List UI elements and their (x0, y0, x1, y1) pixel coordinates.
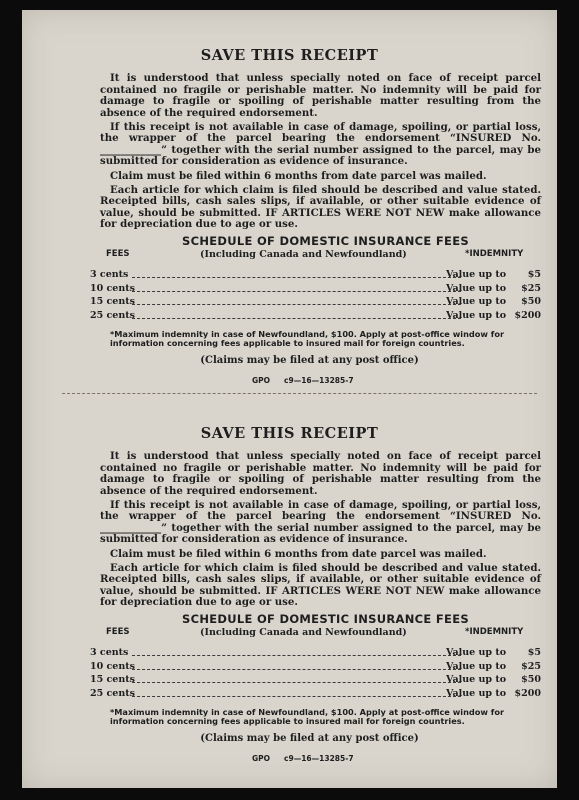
leader-dots (132, 696, 461, 697)
value-label: Value up to (446, 269, 507, 281)
schedule-subheader (22, 249, 557, 263)
indemnity-amount: $200 (514, 309, 541, 321)
fee-row (22, 688, 557, 702)
fee-table (22, 269, 557, 323)
leader-dots (132, 318, 461, 319)
paragraph-article-value: Each article for which claim is filed should be described and value stated. Receipted bills, cash sales slips, if available, or other suitable evidence of value, should be submitted. IF ARTICLES WERE NOT NEW make allowance for depreciation due to age or use. (100, 184, 541, 231)
value-label: Value up to (446, 282, 507, 294)
fee-amount: 3 cents (90, 647, 129, 659)
paragraph-claim-deadline: Claim must be filed within 6 months from date parcel was mailed. (110, 547, 487, 560)
fee-row (22, 647, 557, 661)
leader-dots (132, 655, 461, 656)
footnote-newfoundland: *Maximum indemnity in case of Newfoundland, $100. Apply at post-office window for information concerning fees applicable to insured mail for foreign countries. (110, 329, 505, 349)
print-code (22, 375, 557, 386)
schedule-title: SCHEDULE OF DOMESTIC INSURANCE FEES (182, 611, 469, 626)
indemnity-amount: $5 (527, 647, 541, 659)
indemnity-amount: $25 (521, 282, 541, 294)
fees-column-label: FEES (106, 249, 130, 260)
indemnity-column-label: *INDEMNITY (465, 249, 524, 260)
paragraph-wrapper-evidence: If this receipt is not available in case of damage, spoiling, or partial loss, the wrapper of the parcel bearing the endorsement “INSURED No. ____________” together with the serial number assigned to the parcel, may be submitted for consideration as evidence of insurance. (100, 121, 541, 168)
receipt-title: SAVE THIS RECEIPT (200, 425, 379, 442)
fee-row (22, 661, 557, 675)
paragraph-article-value: Each article for which claim is filed should be described and value stated. Receipted bills, cash sales slips, if available, or other suitable evidence of value, should be submitted. IF ARTICLES WERE NOT NEW make allowance for depreciation due to age or use. (100, 562, 541, 609)
value-label: Value up to (446, 687, 507, 699)
fee-amount: 15 cents (90, 674, 135, 686)
fee-amount: 10 cents (90, 282, 135, 294)
schedule-title: SCHEDULE OF DOMESTIC INSURANCE FEES (182, 233, 469, 248)
perforation-line (62, 393, 537, 394)
fee-amount: 25 cents (90, 687, 135, 699)
fee-row (22, 674, 557, 688)
fee-amount: 10 cents (90, 660, 135, 672)
fee-amount: 15 cents (90, 296, 135, 308)
receipt-title: SAVE THIS RECEIPT (200, 47, 379, 64)
leader-dots (132, 277, 461, 278)
paragraph-endorsement: It is understood that unless specially noted on face of receipt parcel contained no fragile or perishable matter. No indemnity will be paid for damage to fragile or spoiling of perishable matter resulting from the absence of the required endorsement. (100, 450, 541, 497)
receipt-top (22, 47, 557, 386)
fee-amount: 3 cents (90, 269, 129, 281)
leader-dots (132, 682, 461, 683)
fee-row (22, 283, 557, 297)
form-code: c9—16—13285-7 (284, 375, 354, 385)
value-label: Value up to (446, 660, 507, 672)
receipt-sheet (22, 10, 557, 788)
claims-note: (Claims may be filed at any post office) (200, 733, 419, 745)
schedule-subheader (22, 627, 557, 641)
gpo-label: GPO (252, 753, 271, 763)
fee-row (22, 310, 557, 324)
fee-row (22, 269, 557, 283)
schedule-coverage-note: (Including Canada and Newfoundland) (200, 627, 407, 639)
indemnity-amount: $25 (521, 660, 541, 672)
paragraph-wrapper-evidence: If this receipt is not available in case of damage, spoiling, or partial loss, the wrapper of the parcel bearing the endorsement “INSURED No. ____________” together with the serial number assigned to the parcel, may be submitted for consideration as evidence of insurance. (100, 499, 541, 546)
indemnity-amount: $50 (521, 296, 541, 308)
fee-amount: 25 cents (90, 309, 135, 321)
value-label: Value up to (446, 296, 507, 308)
print-code (22, 753, 557, 764)
gpo-label: GPO (252, 375, 271, 385)
schedule-coverage-note: (Including Canada and Newfoundland) (200, 249, 407, 261)
paragraph-claim-deadline: Claim must be filed within 6 months from date parcel was mailed. (110, 169, 487, 182)
value-label: Value up to (446, 674, 507, 686)
indemnity-amount: $50 (521, 674, 541, 686)
value-label: Value up to (446, 309, 507, 321)
fee-row (22, 296, 557, 310)
paragraph-endorsement: It is understood that unless specially noted on face of receipt parcel contained no fragile or perishable matter. No indemnity will be paid for damage to fragile or spoiling of perishable matter resulting from the absence of the required endorsement. (100, 72, 541, 119)
claims-note: (Claims may be filed at any post office) (200, 355, 419, 367)
leader-dots (132, 304, 461, 305)
fees-column-label: FEES (106, 627, 130, 638)
indemnity-amount: $200 (514, 687, 541, 699)
fee-table (22, 647, 557, 701)
value-label: Value up to (446, 647, 507, 659)
receipt-bottom (22, 425, 557, 764)
leader-dots (132, 291, 461, 292)
indemnity-amount: $5 (527, 269, 541, 281)
footnote-newfoundland: *Maximum indemnity in case of Newfoundland, $100. Apply at post-office window for information concerning fees applicable to insured mail for foreign countries. (110, 707, 505, 727)
indemnity-column-label: *INDEMNITY (465, 627, 524, 638)
form-code: c9—16—13285-7 (284, 753, 354, 763)
leader-dots (132, 669, 461, 670)
